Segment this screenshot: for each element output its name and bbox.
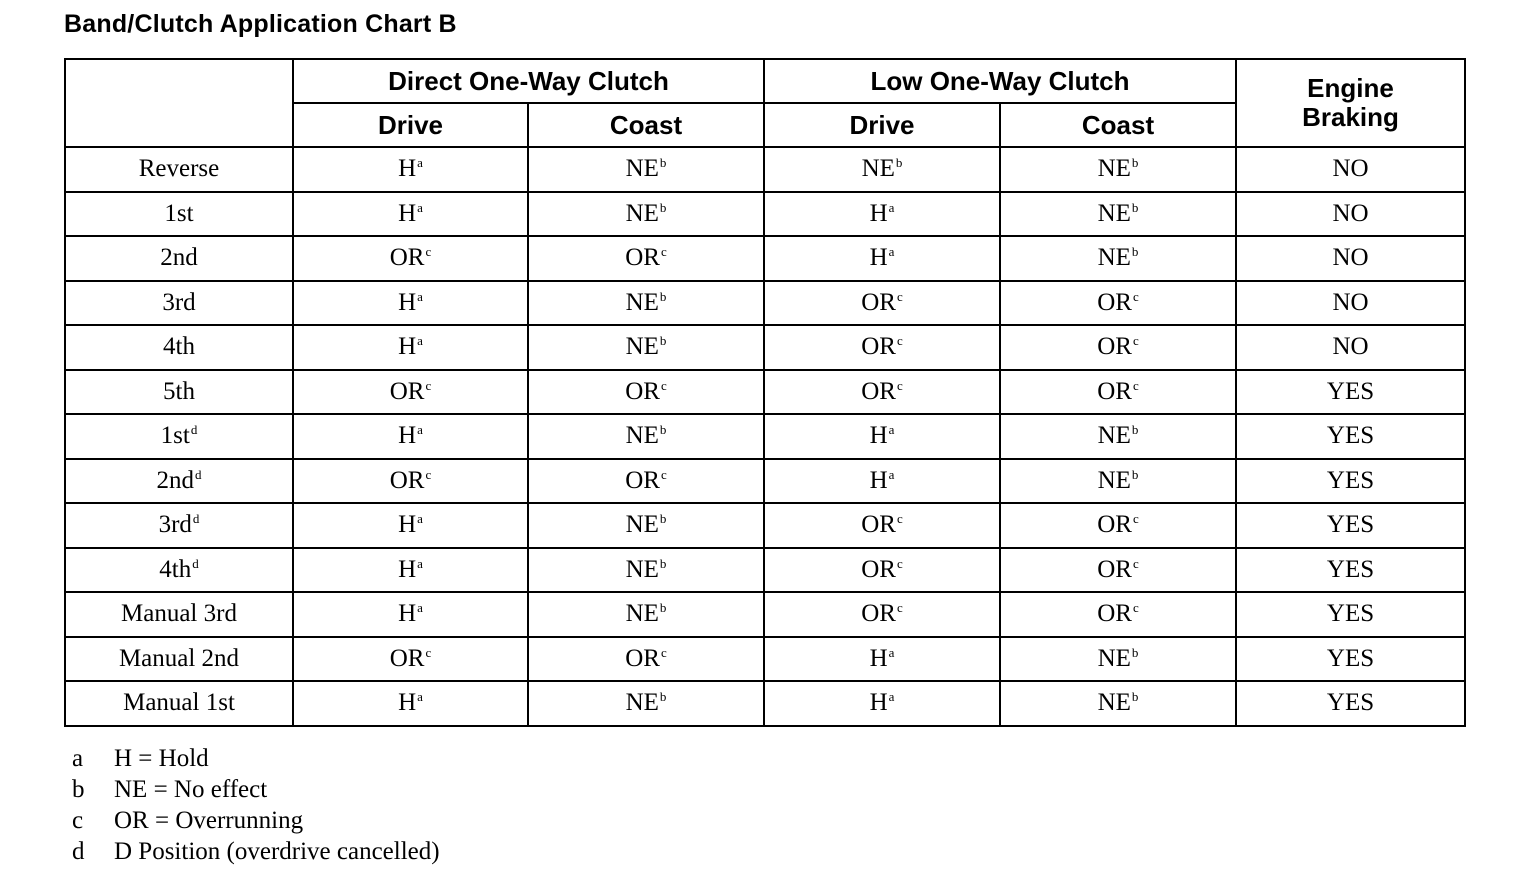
footnote-text: NE = No effect [114, 776, 268, 803]
header-row-groups [65, 59, 1465, 103]
footnote-key: b [72, 776, 85, 803]
low-coast-cell [1000, 281, 1236, 326]
table-row [65, 414, 1465, 459]
gear-cell-value: Manual 3rd [121, 600, 237, 628]
gear-cell-value: Manual 2nd [118, 644, 240, 672]
low-coast-cell-footnote-marker: c [1132, 288, 1139, 304]
low-drive-cell [764, 592, 1000, 637]
low-coast-cell-value: OR [1097, 377, 1132, 405]
table-row [65, 325, 1465, 370]
direct-coast-cell-value: NE [625, 600, 659, 628]
engine-braking-cell [1236, 325, 1465, 370]
direct-drive-cell [293, 459, 528, 504]
low-coast-cell [1000, 548, 1236, 593]
direct-drive-cell-value: H [398, 600, 417, 628]
direct-coast-cell [528, 414, 764, 459]
direct-coast-cell-value: NE [625, 555, 659, 583]
gear-cell [65, 681, 293, 726]
engine-braking-cell-value: YES [1326, 377, 1375, 405]
low-drive-cell [764, 236, 1000, 281]
engine-braking-cell-value: NO [1332, 288, 1369, 316]
direct-coast-cell-footnote-marker: c [660, 644, 667, 660]
direct-drive-cell [293, 414, 528, 459]
engine-braking-cell-value: NO [1332, 199, 1369, 227]
engine-braking-cell [1236, 503, 1465, 548]
table-row [65, 370, 1465, 415]
low-coast-cell-value: OR [1097, 333, 1132, 361]
low-coast-cell-value: NE [1097, 199, 1131, 227]
direct-drive-cell [293, 236, 528, 281]
low-coast-cell-value: NE [1097, 244, 1131, 272]
gear-cell [65, 147, 293, 192]
engine-braking-cell-value: YES [1326, 422, 1375, 450]
low-drive-cell-footnote-marker: c [896, 288, 903, 304]
gear-cell [65, 236, 293, 281]
low-drive-cell-footnote-marker: a [888, 244, 895, 260]
low-coast-cell [1000, 192, 1236, 237]
low-drive-cell-value: OR [861, 288, 896, 316]
engine-braking-cell [1236, 147, 1465, 192]
direct-coast-cell-footnote-marker: b [659, 155, 667, 171]
direct-coast-cell-footnote-marker: b [659, 511, 667, 527]
engine-braking-cell-value: YES [1326, 511, 1375, 539]
low-drive-cell-value: H [869, 244, 888, 272]
direct-drive-cell [293, 147, 528, 192]
gear-cell-footnote-marker: d [195, 466, 202, 482]
gear-cell-value: 1st [164, 199, 194, 227]
footnote-key: c [72, 807, 84, 834]
direct-coast-cell-value: NE [625, 422, 659, 450]
footnote-item [72, 743, 440, 774]
low-drive-cell-value: OR [861, 377, 896, 405]
header-engine-braking [1236, 59, 1465, 147]
low-drive-cell-value: OR [861, 600, 896, 628]
engine-braking-cell [1236, 681, 1465, 726]
gear-cell-value: 2nd [156, 466, 194, 494]
direct-coast-cell [528, 192, 764, 237]
low-coast-cell [1000, 459, 1236, 504]
band-clutch-table [64, 58, 1466, 727]
direct-drive-cell-value: H [398, 422, 417, 450]
direct-drive-cell-footnote-marker: a [417, 600, 423, 616]
low-coast-cell-value: NE [1097, 422, 1131, 450]
header-direct-one-way-clutch: Direct One-Way Clutch [293, 59, 764, 103]
direct-drive-cell-value: H [398, 333, 417, 361]
direct-coast-cell [528, 147, 764, 192]
engine-braking-cell-value: YES [1326, 555, 1375, 583]
direct-drive-cell [293, 370, 528, 415]
table-body [65, 147, 1465, 726]
engine-braking-cell-value: YES [1326, 466, 1375, 494]
low-drive-cell-footnote-marker: b [895, 155, 903, 171]
low-drive-cell [764, 548, 1000, 593]
gear-cell-value: 2nd [160, 244, 198, 272]
low-coast-cell [1000, 503, 1236, 548]
gear-cell [65, 414, 293, 459]
low-coast-cell [1000, 325, 1236, 370]
low-coast-cell-footnote-marker: c [1132, 600, 1139, 616]
direct-coast-cell [528, 637, 764, 682]
direct-coast-cell [528, 503, 764, 548]
low-coast-cell [1000, 370, 1236, 415]
low-coast-cell-footnote-marker: c [1132, 377, 1139, 393]
low-drive-cell-footnote-marker: c [896, 511, 903, 527]
low-coast-cell-footnote-marker: b [1131, 689, 1139, 705]
gear-cell-value: 4th [159, 555, 192, 583]
table-row [65, 236, 1465, 281]
direct-drive-cell [293, 681, 528, 726]
low-drive-cell-value: OR [861, 511, 896, 539]
table-row [65, 281, 1465, 326]
low-drive-cell-value: NE [861, 155, 895, 183]
direct-drive-cell-value: H [398, 199, 417, 227]
direct-coast-cell-value: NE [625, 199, 659, 227]
header-low-drive: Drive [764, 103, 1000, 147]
direct-coast-cell-footnote-marker: b [659, 288, 667, 304]
header-low-coast: Coast [1000, 103, 1236, 147]
footnote-key: d [72, 838, 85, 865]
gear-cell [65, 592, 293, 637]
direct-coast-cell-footnote-marker: b [659, 600, 667, 616]
engine-braking-cell [1236, 592, 1465, 637]
direct-drive-cell [293, 548, 528, 593]
direct-drive-cell-value: H [398, 511, 417, 539]
footnote-item [72, 836, 440, 867]
direct-coast-cell [528, 681, 764, 726]
low-drive-cell-footnote-marker: c [896, 377, 903, 393]
engine-braking-cell [1236, 236, 1465, 281]
low-drive-cell [764, 459, 1000, 504]
direct-drive-cell-footnote-marker: c [425, 466, 432, 482]
direct-drive-cell-value: OR [389, 466, 425, 494]
footnote-key: a [72, 745, 84, 772]
engine-braking-cell [1236, 548, 1465, 593]
direct-coast-cell-value: OR [625, 377, 660, 405]
direct-drive-cell-footnote-marker: a [417, 155, 423, 171]
low-coast-cell-footnote-marker: b [1131, 644, 1139, 660]
direct-drive-cell-footnote-marker: a [417, 689, 423, 705]
table-row [65, 459, 1465, 504]
low-drive-cell-value: H [869, 199, 888, 227]
direct-drive-cell-footnote-marker: a [417, 511, 423, 527]
direct-coast-cell-value: NE [625, 155, 659, 183]
gear-cell-value: 5th [163, 377, 195, 405]
engine-braking-cell-value: NO [1332, 333, 1369, 361]
low-coast-cell-value: OR [1097, 600, 1132, 628]
low-coast-cell [1000, 147, 1236, 192]
direct-drive-cell-footnote-marker: a [417, 555, 423, 571]
direct-coast-cell [528, 459, 764, 504]
direct-drive-cell-value: OR [389, 244, 425, 272]
direct-drive-cell [293, 637, 528, 682]
direct-coast-cell-value: OR [625, 644, 660, 672]
gear-cell [65, 370, 293, 415]
low-drive-cell [764, 147, 1000, 192]
direct-coast-cell-value: NE [625, 511, 659, 539]
gear-cell-value: 4th [163, 333, 195, 361]
low-coast-cell-footnote-marker: b [1131, 199, 1139, 215]
low-drive-cell-footnote-marker: a [888, 689, 895, 705]
gear-cell-value: 3rd [162, 288, 196, 316]
table-row [65, 592, 1465, 637]
direct-coast-cell-value: NE [625, 288, 659, 316]
low-drive-cell-value: H [869, 422, 888, 450]
low-drive-cell-value: OR [861, 555, 896, 583]
chart-title: Band/Clutch Application Chart B [64, 10, 457, 38]
gear-cell [65, 459, 293, 504]
header-engine-braking-label: Engine Braking [1302, 73, 1399, 132]
direct-coast-cell [528, 548, 764, 593]
direct-drive-cell-footnote-marker: c [425, 244, 432, 260]
gear-cell [65, 637, 293, 682]
engine-braking-cell-value: NO [1332, 155, 1369, 183]
table-row [65, 192, 1465, 237]
direct-drive-cell-footnote-marker: a [417, 199, 423, 215]
low-coast-cell-value: NE [1097, 466, 1131, 494]
low-drive-cell [764, 414, 1000, 459]
low-coast-cell [1000, 236, 1236, 281]
direct-coast-cell [528, 281, 764, 326]
direct-coast-cell-footnote-marker: c [660, 377, 667, 393]
direct-coast-cell [528, 592, 764, 637]
engine-braking-cell [1236, 281, 1465, 326]
table-row [65, 548, 1465, 593]
engine-braking-cell [1236, 414, 1465, 459]
direct-drive-cell-footnote-marker: a [417, 422, 423, 438]
low-drive-cell-footnote-marker: a [888, 466, 895, 482]
direct-drive-cell [293, 192, 528, 237]
low-drive-cell-footnote-marker: a [888, 422, 895, 438]
direct-drive-cell-footnote-marker: c [425, 377, 432, 393]
engine-braking-cell [1236, 459, 1465, 504]
gear-cell-value: 3rd [158, 511, 192, 539]
low-drive-cell-footnote-marker: a [888, 199, 895, 215]
direct-coast-cell-value: NE [625, 689, 659, 717]
gear-cell-value: Manual 1st [123, 689, 235, 717]
direct-coast-cell-footnote-marker: b [659, 422, 667, 438]
direct-drive-cell-value: H [398, 155, 417, 183]
gear-cell [65, 192, 293, 237]
low-drive-cell [764, 370, 1000, 415]
low-drive-cell-value: H [869, 689, 888, 717]
direct-drive-cell [293, 503, 528, 548]
gear-cell [65, 503, 293, 548]
low-drive-cell-value: OR [861, 333, 896, 361]
low-drive-cell [764, 637, 1000, 682]
low-coast-cell [1000, 592, 1236, 637]
low-drive-cell [764, 325, 1000, 370]
low-drive-cell-footnote-marker: c [896, 555, 903, 571]
low-drive-cell-value: H [869, 466, 888, 494]
low-drive-cell-value: H [869, 644, 888, 672]
direct-drive-cell [293, 592, 528, 637]
gear-cell-footnote-marker: d [192, 511, 200, 527]
direct-drive-cell-footnote-marker: a [417, 333, 423, 349]
engine-braking-cell [1236, 192, 1465, 237]
low-coast-cell-footnote-marker: b [1131, 422, 1139, 438]
direct-coast-cell-footnote-marker: c [660, 466, 667, 482]
engine-braking-cell-value: YES [1326, 689, 1375, 717]
direct-drive-cell-value: OR [389, 377, 425, 405]
header-gear-empty [65, 59, 293, 147]
low-coast-cell-value: NE [1097, 155, 1131, 183]
low-drive-cell-footnote-marker: c [896, 333, 903, 349]
direct-drive-cell-value: H [398, 288, 417, 316]
header-direct-coast: Coast [528, 103, 764, 147]
direct-coast-cell-footnote-marker: b [659, 555, 667, 571]
engine-braking-cell [1236, 637, 1465, 682]
footnote-item [72, 774, 440, 805]
engine-braking-cell-value: NO [1332, 244, 1369, 272]
low-coast-cell-value: OR [1097, 555, 1132, 583]
gear-cell [65, 281, 293, 326]
footnote-text: D Position (overdrive cancelled) [114, 838, 440, 865]
gear-cell [65, 325, 293, 370]
low-coast-cell [1000, 637, 1236, 682]
low-coast-cell-footnote-marker: b [1131, 155, 1139, 171]
table-row [65, 681, 1465, 726]
footnote-text: H = Hold [114, 745, 209, 772]
direct-coast-cell [528, 370, 764, 415]
direct-drive-cell [293, 281, 528, 326]
low-coast-cell-footnote-marker: c [1132, 511, 1139, 527]
direct-drive-cell-value: OR [389, 644, 425, 672]
direct-coast-cell [528, 325, 764, 370]
low-coast-cell-value: OR [1097, 288, 1132, 316]
engine-braking-cell-value: YES [1326, 600, 1375, 628]
footnote-text: OR = Overrunning [114, 807, 304, 834]
low-coast-cell-footnote-marker: c [1132, 333, 1139, 349]
header-low-one-way-clutch: Low One-Way Clutch [764, 59, 1236, 103]
low-coast-cell [1000, 681, 1236, 726]
low-coast-cell [1000, 414, 1236, 459]
header-direct-drive: Drive [293, 103, 528, 147]
footnote-item [72, 805, 440, 836]
direct-coast-cell-value: OR [625, 244, 660, 272]
direct-coast-cell-value: NE [625, 333, 659, 361]
footnotes [72, 743, 440, 867]
direct-coast-cell-footnote-marker: b [659, 689, 667, 705]
table-row [65, 147, 1465, 192]
direct-drive-cell-value: H [398, 555, 417, 583]
low-drive-cell [764, 192, 1000, 237]
low-drive-cell [764, 503, 1000, 548]
low-coast-cell-value: OR [1097, 511, 1132, 539]
gear-cell-value: 1st [160, 422, 190, 450]
direct-coast-cell-value: OR [625, 466, 660, 494]
low-drive-cell-footnote-marker: a [888, 644, 895, 660]
table-row [65, 503, 1465, 548]
low-coast-cell-footnote-marker: c [1132, 555, 1139, 571]
low-coast-cell-footnote-marker: b [1131, 466, 1139, 482]
low-coast-cell-footnote-marker: b [1131, 244, 1139, 260]
engine-braking-cell-value: YES [1326, 644, 1375, 672]
low-coast-cell-value: NE [1097, 689, 1131, 717]
direct-coast-cell [528, 236, 764, 281]
direct-drive-cell-footnote-marker: c [425, 644, 432, 660]
gear-cell-footnote-marker: d [190, 422, 198, 438]
low-coast-cell-value: NE [1097, 644, 1131, 672]
gear-cell-footnote-marker: d [192, 555, 199, 571]
table-row [65, 637, 1465, 682]
low-drive-cell-footnote-marker: c [896, 600, 903, 616]
direct-coast-cell-footnote-marker: b [659, 199, 667, 215]
low-drive-cell [764, 281, 1000, 326]
direct-drive-cell-value: H [398, 689, 417, 717]
gear-cell [65, 548, 293, 593]
direct-coast-cell-footnote-marker: c [660, 244, 667, 260]
gear-cell-value: Reverse [138, 155, 220, 183]
direct-drive-cell-footnote-marker: a [417, 288, 423, 304]
low-drive-cell [764, 681, 1000, 726]
direct-coast-cell-footnote-marker: b [659, 333, 667, 349]
engine-braking-cell [1236, 370, 1465, 415]
direct-drive-cell [293, 325, 528, 370]
